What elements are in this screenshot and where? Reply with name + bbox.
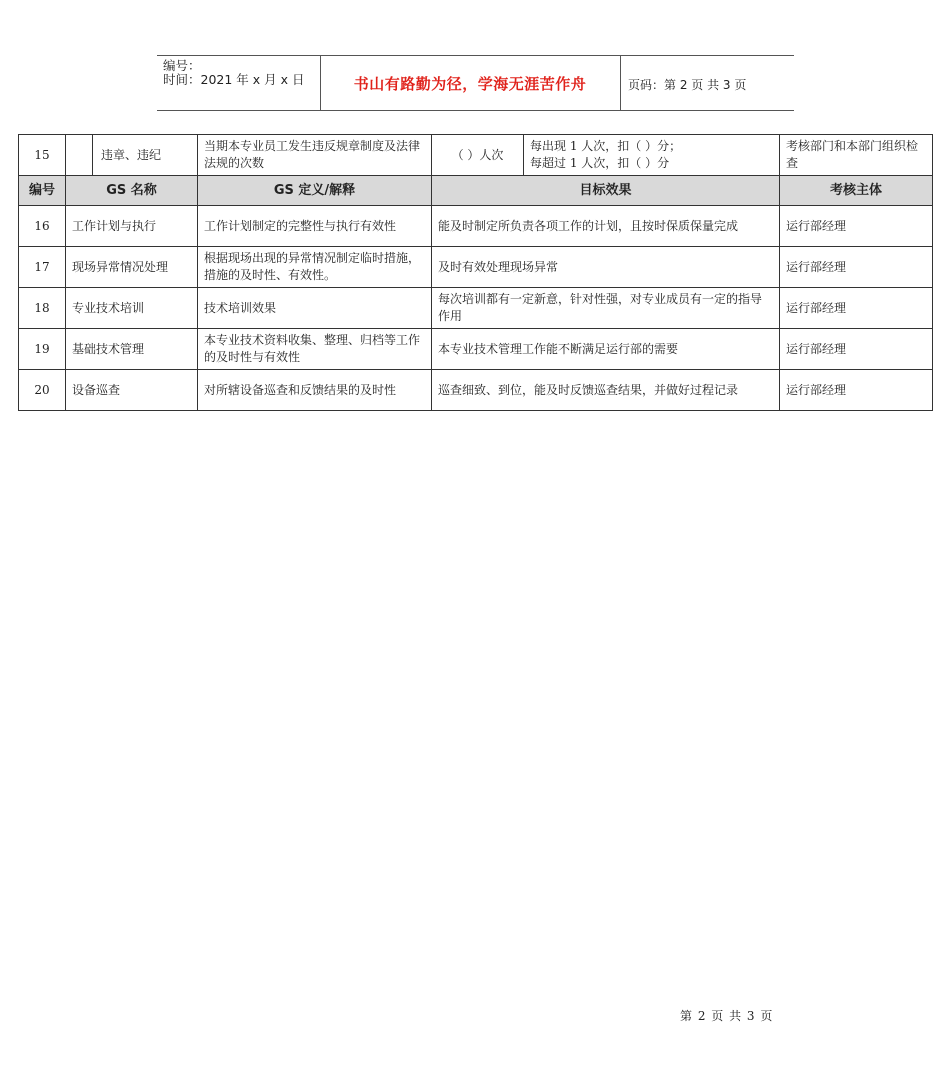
row-owner: 运行部经理 [780, 288, 933, 329]
table-row [19, 370, 933, 411]
row-name: 现场异常情况处理 [66, 247, 198, 288]
table-row [19, 247, 933, 288]
row-number: 17 [19, 247, 66, 288]
row-owner: 运行部经理 [780, 370, 933, 411]
row-name-cell [66, 135, 198, 176]
header-motto: 书山有路勤为径，学海无涯苦作舟 [353, 75, 587, 93]
blank-subcell [66, 135, 93, 175]
row-number: 18 [19, 288, 66, 329]
column-header-owner: 考核主体 [780, 176, 933, 206]
header-page-info: 页码：第 2 页 共 3 页 [628, 78, 747, 92]
document-time-label: 时间：2021 年 x 月 x 日 [163, 72, 305, 87]
table-row [19, 206, 933, 247]
row-goal: 巡查细致、到位，能及时反馈巡查结果，并做好过程记录 [432, 370, 780, 411]
row-name: 基础技术管理 [66, 329, 198, 370]
row-owner: 运行部经理 [780, 247, 933, 288]
row-goal: 及时有效处理现场异常 [432, 247, 780, 288]
table-row [19, 288, 933, 329]
row-name: 违章、违纪 [101, 147, 162, 162]
row-owner: 考核部门和本部门组织检查 [780, 135, 933, 176]
page-header [157, 55, 794, 111]
table-row [19, 135, 933, 176]
row-number: 19 [19, 329, 66, 370]
row-rule: 每出现 1 人次，扣（ ）分； 每超过 1 人次，扣（ ）分 [524, 135, 780, 176]
table-header-row [19, 176, 933, 206]
row-definition: 对所辖设备巡查和反馈结果的及时性 [198, 370, 432, 411]
row-number: 15 [19, 135, 66, 176]
column-header-goal: 目标效果 [432, 176, 780, 206]
row-definition: 根据现场出现的异常情况制定临时措施，措施的及时性、有效性。 [198, 247, 432, 288]
row-definition: 本专业技术资料收集、整理、归档等工作的及时性与有效性 [198, 329, 432, 370]
document-number-label: 编号： [163, 58, 201, 73]
row-name: 设备巡查 [66, 370, 198, 411]
row-owner: 运行部经理 [780, 206, 933, 247]
row-owner: 运行部经理 [780, 329, 933, 370]
header-meta [163, 59, 304, 87]
column-header-number: 编号 [19, 176, 66, 206]
row-goal: 本专业技术管理工作能不断满足运行部的需要 [432, 329, 780, 370]
row-name: 专业技术培训 [66, 288, 198, 329]
row-goal: 能及时制定所负责各项工作的计划，且按时保质保量完成 [432, 206, 780, 247]
row-number: 20 [19, 370, 66, 411]
row-definition: 技术培训效果 [198, 288, 432, 329]
assessment-table [18, 134, 933, 411]
row-name: 工作计划与执行 [66, 206, 198, 247]
row-definition: 工作计划制定的完整性与执行有效性 [198, 206, 432, 247]
row-definition: 当期本专业员工发生违反规章制度及法律法规的次数 [198, 135, 432, 176]
table-row [19, 329, 933, 370]
row-number: 16 [19, 206, 66, 247]
header-divider [620, 56, 621, 110]
page-footer: 第 2 页 共 3 页 [680, 1009, 774, 1023]
column-header-name: GS 名称 [66, 176, 198, 206]
row-goal: 每次培训都有一定新意，针对性强，对专业成员有一定的指导作用 [432, 288, 780, 329]
row-unit: （ ）人次 [432, 135, 524, 176]
column-header-definition: GS 定义/解释 [198, 176, 432, 206]
